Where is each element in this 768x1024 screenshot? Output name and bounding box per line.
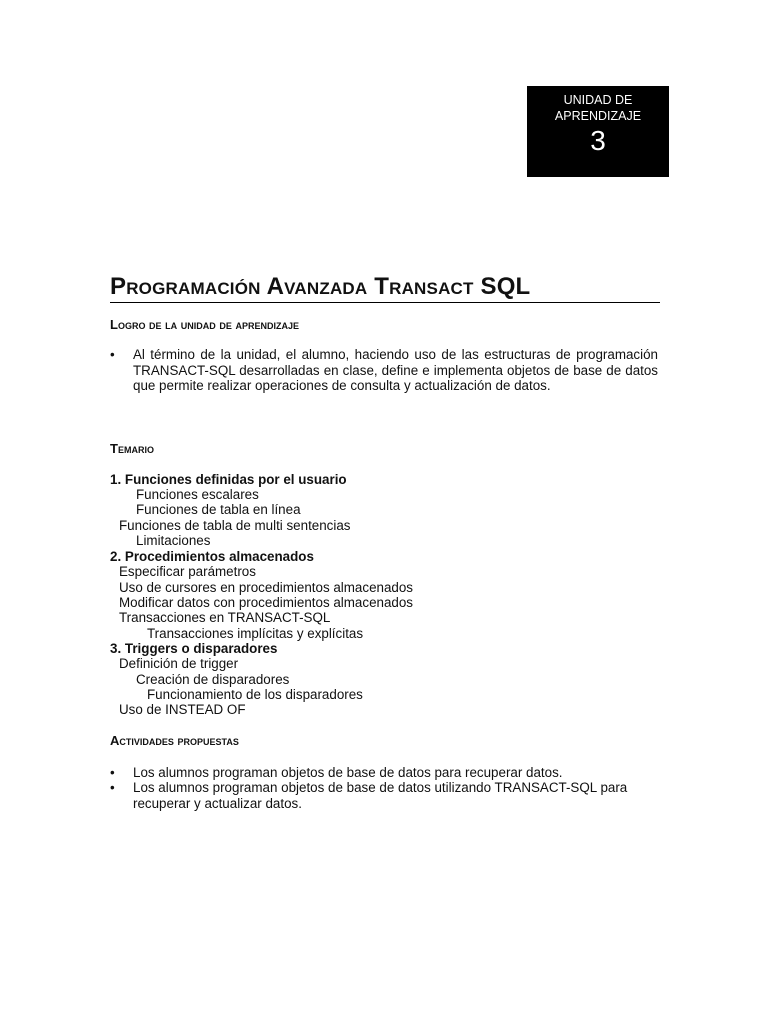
unit-badge (527, 86, 669, 177)
toc-section-2: 2. Procedimientos almacenados (110, 549, 314, 564)
unit-badge-label-2: APRENDIZAJE (554, 109, 642, 123)
logro-item (110, 347, 658, 394)
page-title: Programación Avanzada Transact SQL (110, 272, 660, 303)
unit-badge-label: UNIDAD DE (563, 93, 633, 107)
toc-item: Uso de cursores en procedimientos almacenados (119, 580, 414, 595)
toc-item: Funciones escalares (136, 487, 259, 502)
toc-item: Modificar datos con procedimientos almacenados (119, 595, 414, 610)
actividad-item (110, 780, 658, 811)
logro-text: Al término de la unidad, el alumno, haciendo uso de las estructuras de programación TRANSACT-SQL desarrolladas en clase, define e implementa objetos de base de datos que permite realizar operaciones de consulta y actualización de datos. (133, 347, 658, 394)
toc-item: Funcionamiento de los disparadores (147, 687, 363, 702)
toc-item: Definición de trigger (119, 656, 239, 671)
bullet-icon: • (110, 780, 115, 795)
toc-item: Especificar parámetros (119, 564, 256, 579)
toc-item: Transacciones en TRANSACT-SQL (119, 610, 331, 625)
logro-heading: Logro de la unidad de aprendizaje (110, 317, 300, 332)
actividad-text: Los alumnos programan objetos de base de datos utilizando TRANSACT-SQL para recuperar y actualizar datos. (133, 780, 628, 811)
toc-section-3: 3. Triggers o disparadores (110, 641, 278, 656)
toc-item: Funciones de tabla en línea (136, 502, 301, 517)
unit-number: 3 (590, 125, 606, 156)
actividad-text: Los alumnos programan objetos de base de datos para recuperar datos. (133, 765, 563, 780)
toc-item: Transacciones implícitas y explícitas (147, 626, 364, 641)
toc-item: Uso de INSTEAD OF (119, 702, 246, 717)
actividad-item (110, 765, 658, 781)
temario-heading: Temario (110, 441, 154, 456)
toc-item: Funciones de tabla de multi sentencias (119, 518, 351, 533)
actividades-heading: Actividades propuestas (110, 733, 239, 748)
toc-item: Creación de disparadores (136, 672, 290, 687)
toc-item: Limitaciones (136, 533, 211, 548)
bullet-icon: • (110, 347, 115, 362)
toc-section-1: 1. Funciones definidas por el usuario (110, 472, 347, 487)
bullet-icon: • (110, 765, 115, 780)
